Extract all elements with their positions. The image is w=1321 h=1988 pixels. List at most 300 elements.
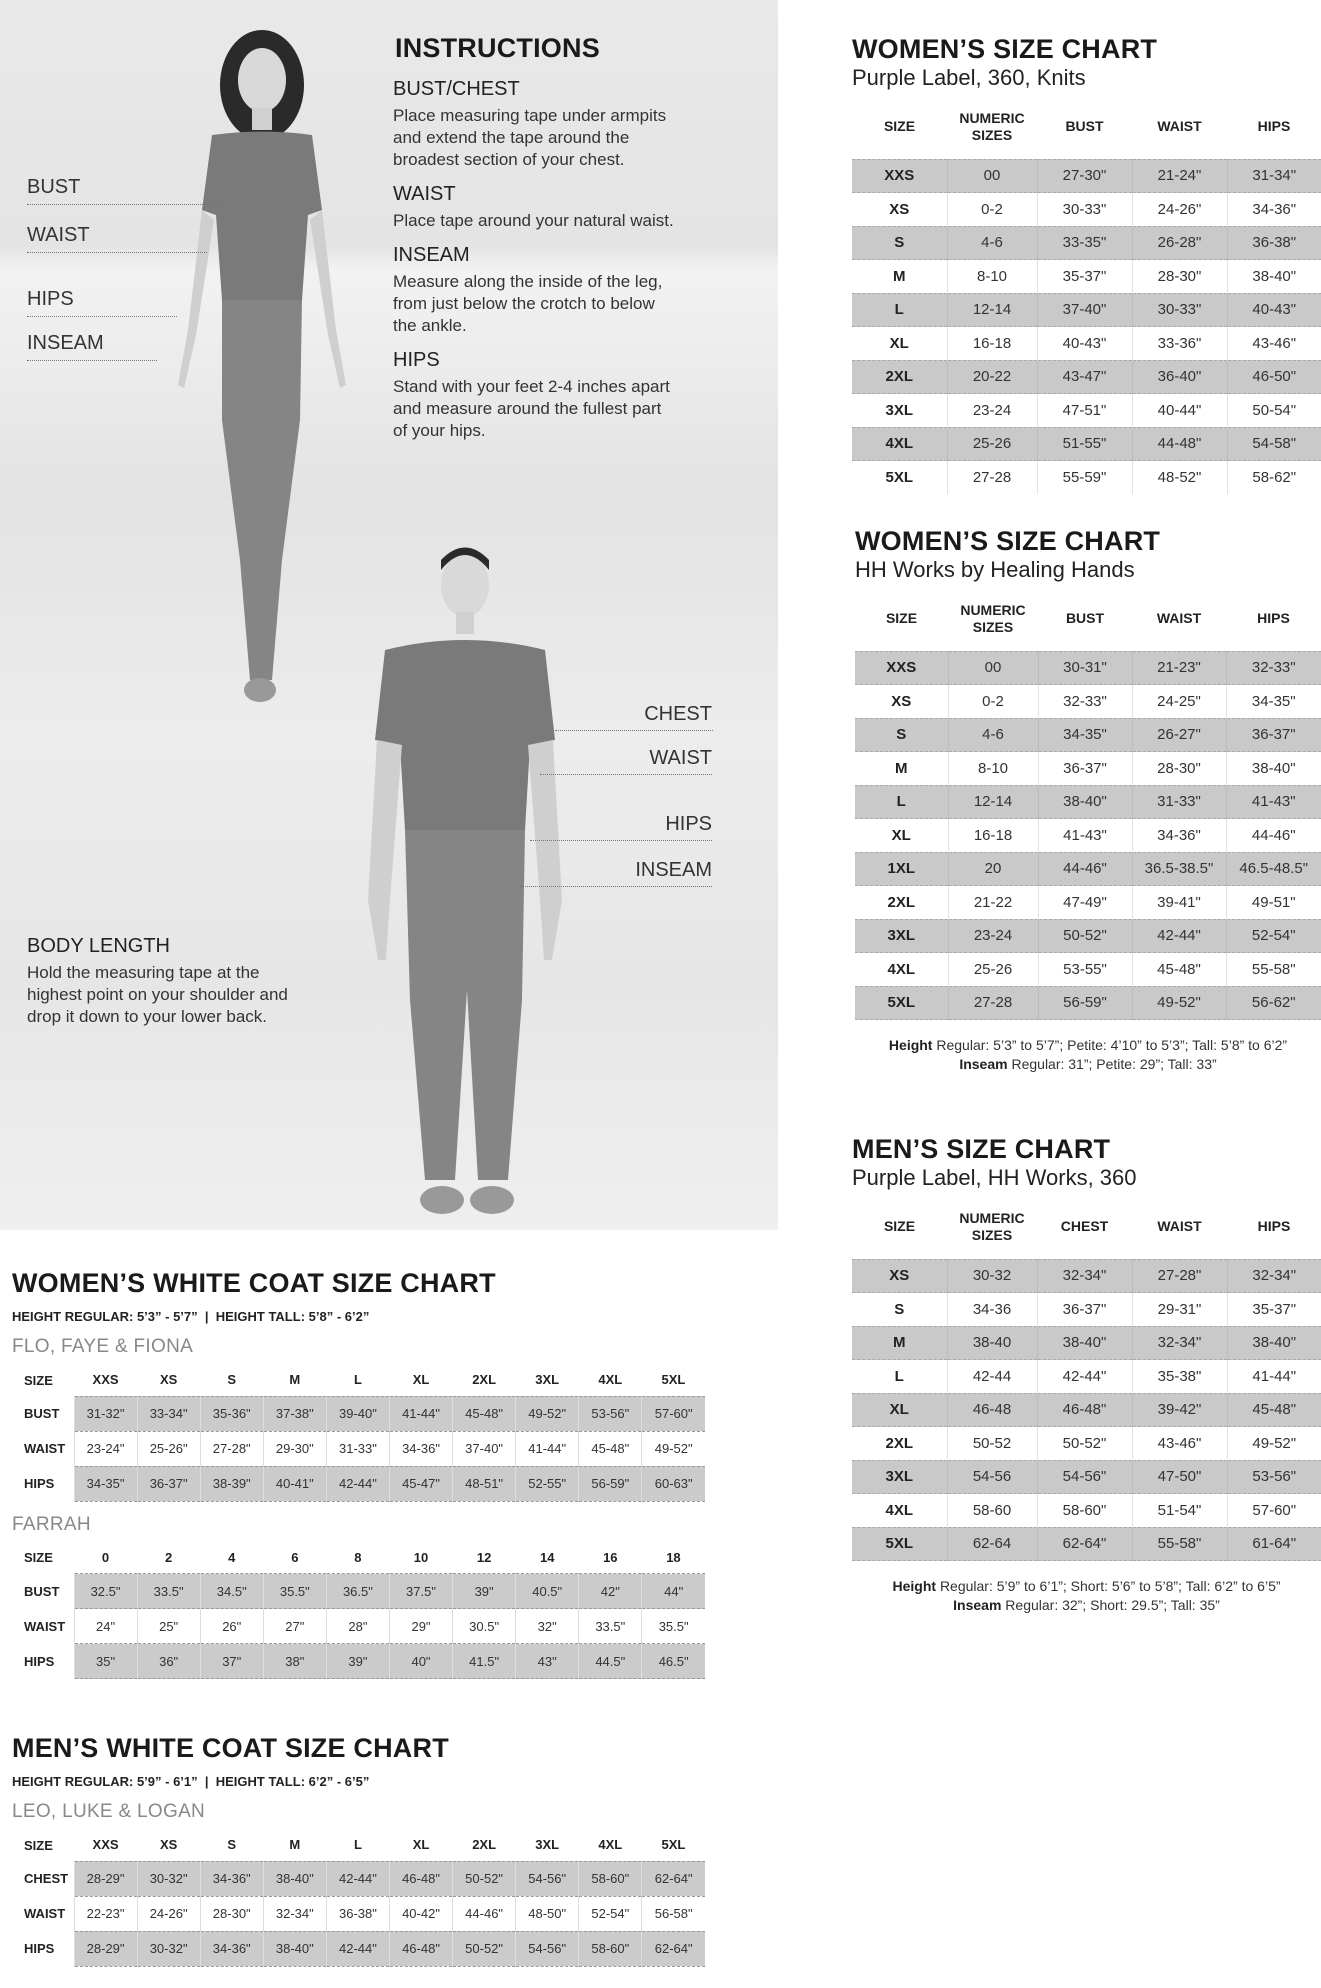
measure-cell: 16-18 [948, 819, 1038, 853]
size-header: 3XL [535, 1372, 560, 1388]
measure-cell: 52-54" [579, 1896, 642, 1931]
measure-cell: 42-44" [326, 1861, 389, 1896]
body-length-section [27, 935, 357, 1028]
table-row [852, 1293, 1321, 1327]
size-header: 10 [413, 1549, 429, 1565]
measure-cell: 55-59" [1037, 461, 1132, 495]
measure-cell: 44-46" [1038, 852, 1132, 886]
measure-cell: 49-51" [1226, 886, 1321, 920]
measure-cell: 57-60" [1227, 1494, 1321, 1528]
chart-footnote [855, 1036, 1321, 1074]
table-row [855, 752, 1321, 786]
measure-cell: 21-24" [1132, 159, 1227, 193]
measure-cell: 38-40" [263, 1861, 326, 1896]
measure-cell: 26" [200, 1609, 263, 1644]
size-cell: 3XL [885, 401, 913, 419]
measure-cell: 54-58" [1227, 427, 1321, 461]
inseam-label: Inseam [953, 1597, 1002, 1613]
measure-cell: 32-34" [1132, 1326, 1227, 1360]
measure-cell: 20-22 [947, 360, 1037, 394]
table-row [12, 1609, 705, 1644]
size-header: XS [159, 1372, 178, 1388]
measure-cell: 30-33" [1132, 293, 1227, 327]
measure-cell: 28-30" [1132, 260, 1227, 294]
instruction-text: Measure along the inside of the leg, [393, 272, 663, 291]
size-cell: 1XL [855, 852, 948, 886]
size-cell: 3XL [852, 1460, 947, 1494]
measure-cell: 56-58" [642, 1896, 705, 1931]
measure-cell: 41-43" [1038, 819, 1132, 853]
measure-cell: 35-38" [1132, 1360, 1227, 1394]
size-header: XL [412, 1837, 430, 1853]
measure-cell: 29-30" [263, 1431, 326, 1466]
measure-label: HIPS [24, 1941, 55, 1956]
measure-cell: 47-49" [1038, 886, 1132, 920]
measure-cell: 31-33" [326, 1431, 389, 1466]
table-row [855, 685, 1321, 719]
measure-cell: 51-55" [1037, 427, 1132, 461]
table-row [852, 1360, 1321, 1394]
measure-cell: 43" [516, 1644, 579, 1679]
womens-white-coat-chart [12, 1268, 712, 1679]
chart-title: WOMEN’S WHITE COAT SIZE CHART [12, 1268, 496, 1298]
measure-cell: 41-43" [1226, 785, 1321, 819]
size-cell: XXS [852, 159, 947, 193]
instructions-list [393, 78, 733, 454]
size-header: XS [159, 1837, 178, 1853]
measure-cell: 26-27" [1132, 718, 1226, 752]
measure-cell: 32-34" [1227, 1259, 1321, 1293]
table-row [852, 1326, 1321, 1360]
measure-cell: 24" [74, 1609, 137, 1644]
measure-cell: 58-60" [1037, 1494, 1132, 1528]
measure-label: WAIST [24, 1441, 66, 1456]
instruction-text: the ankle. [393, 316, 467, 335]
measure-cell: 23-24 [947, 394, 1037, 428]
measure-cell: 24-26" [137, 1896, 200, 1931]
instruction-text: broadest section of your chest. [393, 150, 625, 169]
height-text: Regular: 5’3” to 5’7”; Petite: 4’10” to 5’3”; Tall: 5’8” to 6’2” [936, 1037, 1288, 1053]
size-cell: 2XL [887, 893, 915, 911]
size-cell: XL [891, 826, 911, 844]
size-header: 12 [476, 1549, 492, 1565]
size-cell: XS [891, 692, 912, 710]
measure-cell: 30-33" [1037, 193, 1132, 227]
size-cell: M [895, 759, 908, 777]
measure-label: HIPS [24, 1476, 55, 1491]
measure-cell: 12-14 [947, 293, 1037, 327]
size-cell: XL [889, 334, 909, 352]
chart-title: WOMEN’S SIZE CHART [855, 526, 1161, 556]
measure-cell: 38-39" [200, 1466, 263, 1501]
height-range: HEIGHT REGULAR: 5’3” - 5’7” | HEIGHT TALL: 5’8” - 6’2” [12, 1309, 370, 1324]
body-length-line: drop it down to your lower back. [27, 1007, 268, 1026]
header-row [12, 1829, 705, 1861]
measure-cell: 42-44" [326, 1466, 389, 1501]
measure-cell: 36-37" [1037, 1293, 1132, 1327]
size-cell: S [855, 718, 948, 752]
size-table [855, 587, 1321, 1020]
measure-cell: 58-60 [947, 1494, 1037, 1528]
measure-cell: 36-40" [1132, 360, 1227, 394]
size-header: 8 [354, 1549, 362, 1565]
measure-cell: 46-48 [947, 1393, 1037, 1427]
measure-cell: 36-38" [326, 1896, 389, 1931]
instructions-title: INSTRUCTIONS [395, 33, 600, 63]
table-row [855, 718, 1321, 752]
table-row [852, 1460, 1321, 1494]
measure-cell: 41-44" [516, 1431, 579, 1466]
measure-cell: 23-24" [74, 1431, 137, 1466]
column-header: BUST [1065, 610, 1105, 627]
measure-label: BUST [24, 1583, 60, 1599]
header-row [12, 1364, 705, 1396]
measure-cell: 32-34" [1037, 1259, 1132, 1293]
column-header: WAIST [1157, 118, 1202, 135]
measure-cell: 30-32 [947, 1259, 1037, 1293]
table-row [852, 360, 1321, 394]
measure-cell: 56-62" [1226, 986, 1321, 1020]
size-header: 5XL [661, 1837, 686, 1853]
size-cell: 3XL [855, 919, 948, 953]
measure-cell: 25" [137, 1609, 200, 1644]
measure-cell: 54-56" [516, 1861, 579, 1896]
measure-label: WAIST [24, 1906, 66, 1921]
womens-size-chart-hh-works [855, 526, 1321, 1074]
measure-cell: 34-35" [1226, 685, 1321, 719]
measure-cell: 62-64" [1037, 1527, 1132, 1561]
mens-white-coat-chart [12, 1733, 712, 1967]
measure-cell: 49-52" [516, 1396, 579, 1431]
measure-cell: 22-23" [74, 1896, 137, 1931]
instruction-text: of your hips. [393, 421, 486, 440]
measure-cell: 43-47" [1037, 360, 1132, 394]
measure-line [540, 774, 712, 775]
column-header: WAIST [1156, 610, 1202, 627]
measure-cell: 52-55" [516, 1466, 579, 1501]
measure-cell: 25-26 [947, 427, 1037, 461]
measure-cell: 54-56" [516, 1931, 579, 1966]
measure-cell: 58-60" [579, 1861, 642, 1896]
size-header: SIZE [24, 1372, 53, 1388]
measure-cell: 50-52" [453, 1931, 516, 1966]
size-header: 2 [165, 1549, 173, 1565]
measure-cell: 33.5" [137, 1574, 200, 1609]
measure-cell: 39-41" [1132, 886, 1226, 920]
column-header: HIPS [1257, 610, 1290, 627]
measure-cell: 40-41" [263, 1466, 326, 1501]
measure-cell: 58-62" [1227, 461, 1321, 495]
instruction-text: Place measuring tape under armpits [393, 106, 667, 125]
size-cell: M [852, 1326, 947, 1360]
measure-cell: 39" [453, 1574, 516, 1609]
measure-cell: 45-48" [579, 1431, 642, 1466]
measure-cell: 32-33" [1038, 685, 1132, 719]
measure-cell: 49-52" [642, 1431, 705, 1466]
size-header: 5XL [661, 1372, 686, 1388]
size-header: S [227, 1837, 237, 1853]
measure-cell: 40-44" [1132, 394, 1227, 428]
measure-cell: 46-48" [389, 1861, 452, 1896]
measure-cell: 54-56" [1037, 1460, 1132, 1494]
instruction-text: Place tape around your natural waist. [393, 211, 674, 230]
man-label-hips: HIPS [665, 813, 712, 835]
woman-label-hips: HIPS [27, 288, 74, 310]
measure-cell: 45-47" [389, 1466, 452, 1501]
measure-line [555, 730, 713, 731]
measure-cell: 28-30" [200, 1896, 263, 1931]
mens-size-chart [852, 1134, 1321, 1615]
size-header: XL [412, 1372, 430, 1388]
measure-cell: 46-48" [1037, 1393, 1132, 1427]
measure-cell: 24-25" [1132, 685, 1226, 719]
measure-cell: 45-48" [453, 1396, 516, 1431]
woman-label-inseam: INSEAM [27, 332, 104, 354]
man-label-waist: WAIST [649, 747, 712, 769]
measure-cell: 46-48" [389, 1931, 452, 1966]
header-row [855, 587, 1321, 651]
measure-cell: 23-24 [948, 919, 1038, 953]
instruction-heading: WAIST [393, 183, 456, 205]
size-cell: S [894, 1300, 905, 1318]
measure-cell: 46.5-48.5" [1226, 852, 1321, 886]
measure-cell: 27-30" [1037, 159, 1132, 193]
table-row [855, 785, 1321, 819]
measure-cell: 27-28 [947, 461, 1037, 495]
measure-cell: 44-46" [453, 1896, 516, 1931]
measure-cell: 30.5" [453, 1609, 516, 1644]
measure-cell: 45-48" [1227, 1393, 1321, 1427]
size-cell: L [855, 785, 948, 819]
measure-cell: 32-34" [263, 1896, 326, 1931]
height-label: Height [892, 1578, 937, 1594]
measure-cell: 37" [200, 1644, 263, 1679]
size-cell: 5XL [852, 1527, 947, 1561]
measure-cell: 35.5" [642, 1609, 705, 1644]
measure-cell: 40.5" [516, 1574, 579, 1609]
measure-cell: 48-51" [453, 1466, 516, 1501]
size-header: M [289, 1372, 301, 1388]
measure-cell: 35-37" [1227, 1293, 1321, 1327]
measure-cell: 26-28" [1132, 226, 1227, 260]
measure-cell: 28-29" [74, 1861, 137, 1896]
body-length-line: Hold the measuring tape at the [27, 963, 260, 982]
measure-cell: 34-36 [947, 1293, 1037, 1327]
size-header: 16 [603, 1549, 618, 1565]
measure-cell: 34-35" [1038, 718, 1132, 752]
measure-cell: 54-56 [947, 1460, 1037, 1494]
measure-cell: 33-35" [1037, 226, 1132, 260]
size-cell: 4XL [852, 427, 947, 461]
measure-line [530, 840, 712, 841]
table-row [852, 1393, 1321, 1427]
body-length-text [27, 962, 357, 1028]
header-row [12, 1542, 705, 1574]
measure-cell: 42-44" [1132, 919, 1226, 953]
measure-cell: 00 [948, 651, 1038, 685]
measure-cell: 42-44 [947, 1360, 1037, 1394]
column-header: HIPS [1257, 1218, 1291, 1235]
measure-cell: 49-52" [1132, 986, 1226, 1020]
height-range: HEIGHT REGULAR: 5’9” - 6’1” | HEIGHT TALL: 6’2” - 6’5” [12, 1774, 370, 1789]
measure-cell: 50-52" [1037, 1427, 1132, 1461]
size-cell: M [893, 267, 906, 285]
measure-cell: 36-37" [1226, 718, 1321, 752]
body-length-line: highest point on your shoulder and [27, 985, 288, 1004]
measure-cell: 29" [389, 1609, 452, 1644]
measure-cell: 57-60" [642, 1396, 705, 1431]
size-cell: XS [889, 200, 910, 218]
measure-cell: 36.5-38.5" [1132, 852, 1226, 886]
woman-label-waist: WAIST [27, 224, 90, 246]
measure-cell: 36-38" [1227, 226, 1321, 260]
column-header: NUMERIC SIZES [960, 601, 1026, 635]
measure-cell: 21-23" [1132, 651, 1226, 685]
measure-cell: 27-28" [200, 1431, 263, 1466]
measure-cell: 34-36" [200, 1861, 263, 1896]
instruction-heading: INSEAM [393, 244, 470, 266]
measure-cell: 34-36" [389, 1431, 452, 1466]
measure-cell: 33-36" [1132, 327, 1227, 361]
table-row [852, 226, 1321, 260]
measure-cell: 40-43" [1227, 293, 1321, 327]
coat-size-table [12, 1542, 705, 1680]
measure-cell: 62-64" [642, 1931, 705, 1966]
size-header: 3XL [535, 1837, 560, 1853]
measure-line [27, 204, 227, 205]
measure-label: CHEST [24, 1871, 69, 1886]
measure-cell: 38-40" [263, 1931, 326, 1966]
measure-line [27, 360, 157, 361]
table-row [12, 1466, 705, 1501]
column-header: SIZE [883, 118, 916, 135]
measure-cell: 47-50" [1132, 1460, 1227, 1494]
measure-cell: 42-44" [1037, 1360, 1132, 1394]
size-cell: XL [852, 1393, 947, 1427]
column-header: NUMERIC SIZES [959, 109, 1025, 143]
measure-cell: 8-10 [948, 752, 1038, 786]
measure-cell: 35.5" [263, 1574, 326, 1609]
measure-cell: 44-46" [1226, 819, 1321, 853]
table-row [12, 1431, 705, 1466]
size-cell: 2XL [885, 1434, 913, 1452]
header-row [852, 1195, 1321, 1259]
measure-cell: 36-37" [1038, 752, 1132, 786]
column-header: SIZE [883, 1218, 916, 1235]
measure-cell: 38-40 [947, 1326, 1037, 1360]
measure-cell: 35-37" [1037, 260, 1132, 294]
size-cell: L [852, 293, 947, 327]
measure-cell: 56-59" [1038, 986, 1132, 1020]
measure-cell: 41-44" [1227, 1360, 1321, 1394]
measure-cell: 53-56" [579, 1396, 642, 1431]
inseam-text: Regular: 32”; Short: 29.5”; Tall: 35” [1005, 1597, 1220, 1613]
size-header: SIZE [24, 1550, 53, 1565]
measure-cell: 12-14 [948, 785, 1038, 819]
measure-cell: 58-60" [579, 1931, 642, 1966]
man-label-chest: CHEST [644, 703, 712, 725]
size-header: 4 [228, 1549, 236, 1565]
size-header: SIZE [24, 1837, 53, 1853]
measure-cell: 27-28 [948, 986, 1038, 1020]
measure-cell: 33.5" [579, 1609, 642, 1644]
table-row [852, 193, 1321, 227]
instruction-item [393, 78, 733, 171]
measure-cell: 47-51" [1037, 394, 1132, 428]
measure-cell: 40-42" [389, 1896, 452, 1931]
column-header: SIZE [885, 610, 918, 627]
measure-cell: 37-40" [1037, 293, 1132, 327]
column-header: CHEST [1060, 1218, 1109, 1235]
size-header: L [353, 1837, 362, 1853]
size-header: 18 [666, 1549, 681, 1565]
body-length-heading: BODY LENGTH [27, 935, 170, 957]
measure-cell: 41.5" [453, 1644, 516, 1679]
table-row [852, 159, 1321, 193]
measure-line [520, 886, 712, 887]
measure-cell: 50-54" [1227, 394, 1321, 428]
measure-cell: 0-2 [948, 685, 1038, 719]
measure-cell: 50-52" [1038, 919, 1132, 953]
measure-cell: 42-44" [326, 1931, 389, 1966]
measure-cell: 21-22 [948, 886, 1038, 920]
measure-cell: 37.5" [389, 1574, 452, 1609]
size-header: 14 [539, 1549, 555, 1565]
inseam-text: Regular: 31”; Petite: 29”; Tall: 33” [1011, 1056, 1217, 1072]
measure-cell: 53-55" [1038, 953, 1132, 987]
table-row [852, 427, 1321, 461]
measure-cell: 56-59" [579, 1466, 642, 1501]
model-name: FARRAH [12, 1513, 91, 1535]
size-cell: 4XL [887, 960, 915, 978]
table-row [12, 1931, 705, 1966]
measure-cell: 30-31" [1038, 651, 1132, 685]
measure-cell: 49-52" [1227, 1427, 1321, 1461]
table-row [855, 651, 1321, 685]
measure-cell: 25-26" [137, 1431, 200, 1466]
measure-line [27, 252, 207, 253]
measure-cell: 34-36" [1227, 193, 1321, 227]
measure-cell: 48-50" [516, 1896, 579, 1931]
size-header: L [353, 1372, 362, 1388]
size-cell: 4XL [885, 1501, 913, 1519]
size-cell: S [852, 226, 947, 260]
measure-cell: 31-34" [1227, 159, 1321, 193]
measure-cell: 61-64" [1227, 1527, 1321, 1561]
measure-cell: 35" [74, 1644, 137, 1679]
measure-cell: 31-32" [74, 1396, 137, 1431]
table-row [12, 1896, 705, 1931]
table-row [852, 394, 1321, 428]
table-row [855, 919, 1321, 953]
measure-cell: 44-48" [1132, 427, 1227, 461]
size-table [852, 95, 1321, 494]
table-row [852, 1259, 1321, 1293]
woman-figure-icon [178, 30, 346, 702]
instruction-heading: HIPS [393, 349, 440, 371]
instruction-heading: BUST/CHEST [393, 78, 520, 100]
measure-cell: 39" [326, 1644, 389, 1679]
measure-cell: 52-54" [1226, 919, 1321, 953]
measure-line [27, 316, 177, 317]
table-row [12, 1644, 705, 1679]
measure-cell: 39-40" [326, 1396, 389, 1431]
measure-cell: 25-26 [948, 953, 1038, 987]
measure-cell: 60-63" [642, 1466, 705, 1501]
instruction-item [393, 183, 733, 232]
table-row [855, 852, 1321, 886]
size-header: M [289, 1837, 301, 1853]
